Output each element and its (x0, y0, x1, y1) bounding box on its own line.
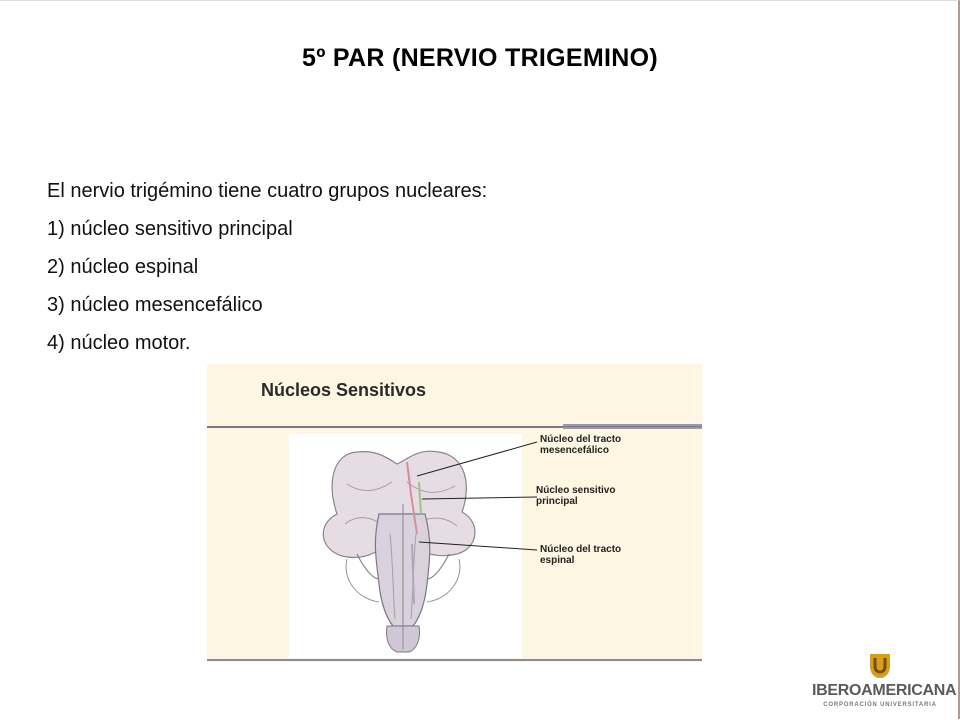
iberoamericana-logo (812, 652, 957, 714)
label-mesencephalic-tract: Núcleo del tracto mesencefálico (540, 434, 622, 456)
logo-subtitle: CORPORACIÓN UNIVERSITARIA (823, 702, 937, 708)
logo-emblem-icon (868, 652, 892, 680)
intro-line: El nervio trigémino tiene cuatro grupos nucleares: (47, 180, 488, 202)
brainstem-illustration (207, 364, 702, 662)
brainstem-figure (207, 364, 702, 662)
label-principal-sensory: Núcleo sensitivo principal (536, 485, 616, 507)
list-item-3: 3) núcleo mesencefálico (47, 294, 263, 316)
list-item-1: 1) núcleo sensitivo principal (47, 218, 293, 240)
label-spinal-tract: Núcleo del tracto espinal (540, 544, 622, 566)
slide-title: 5º PAR (NERVIO TRIGEMINO) (301, 44, 658, 72)
list-item-2: 2) núcleo espinal (47, 256, 199, 278)
logo-wordmark: IBEROAMERICANA (812, 682, 957, 699)
figure-header: Núcleos Sensitivos (261, 380, 427, 400)
list-item-4: 4) núcleo motor. (47, 332, 191, 354)
body-text (47, 172, 747, 362)
figure-bottom-divider (207, 659, 702, 661)
